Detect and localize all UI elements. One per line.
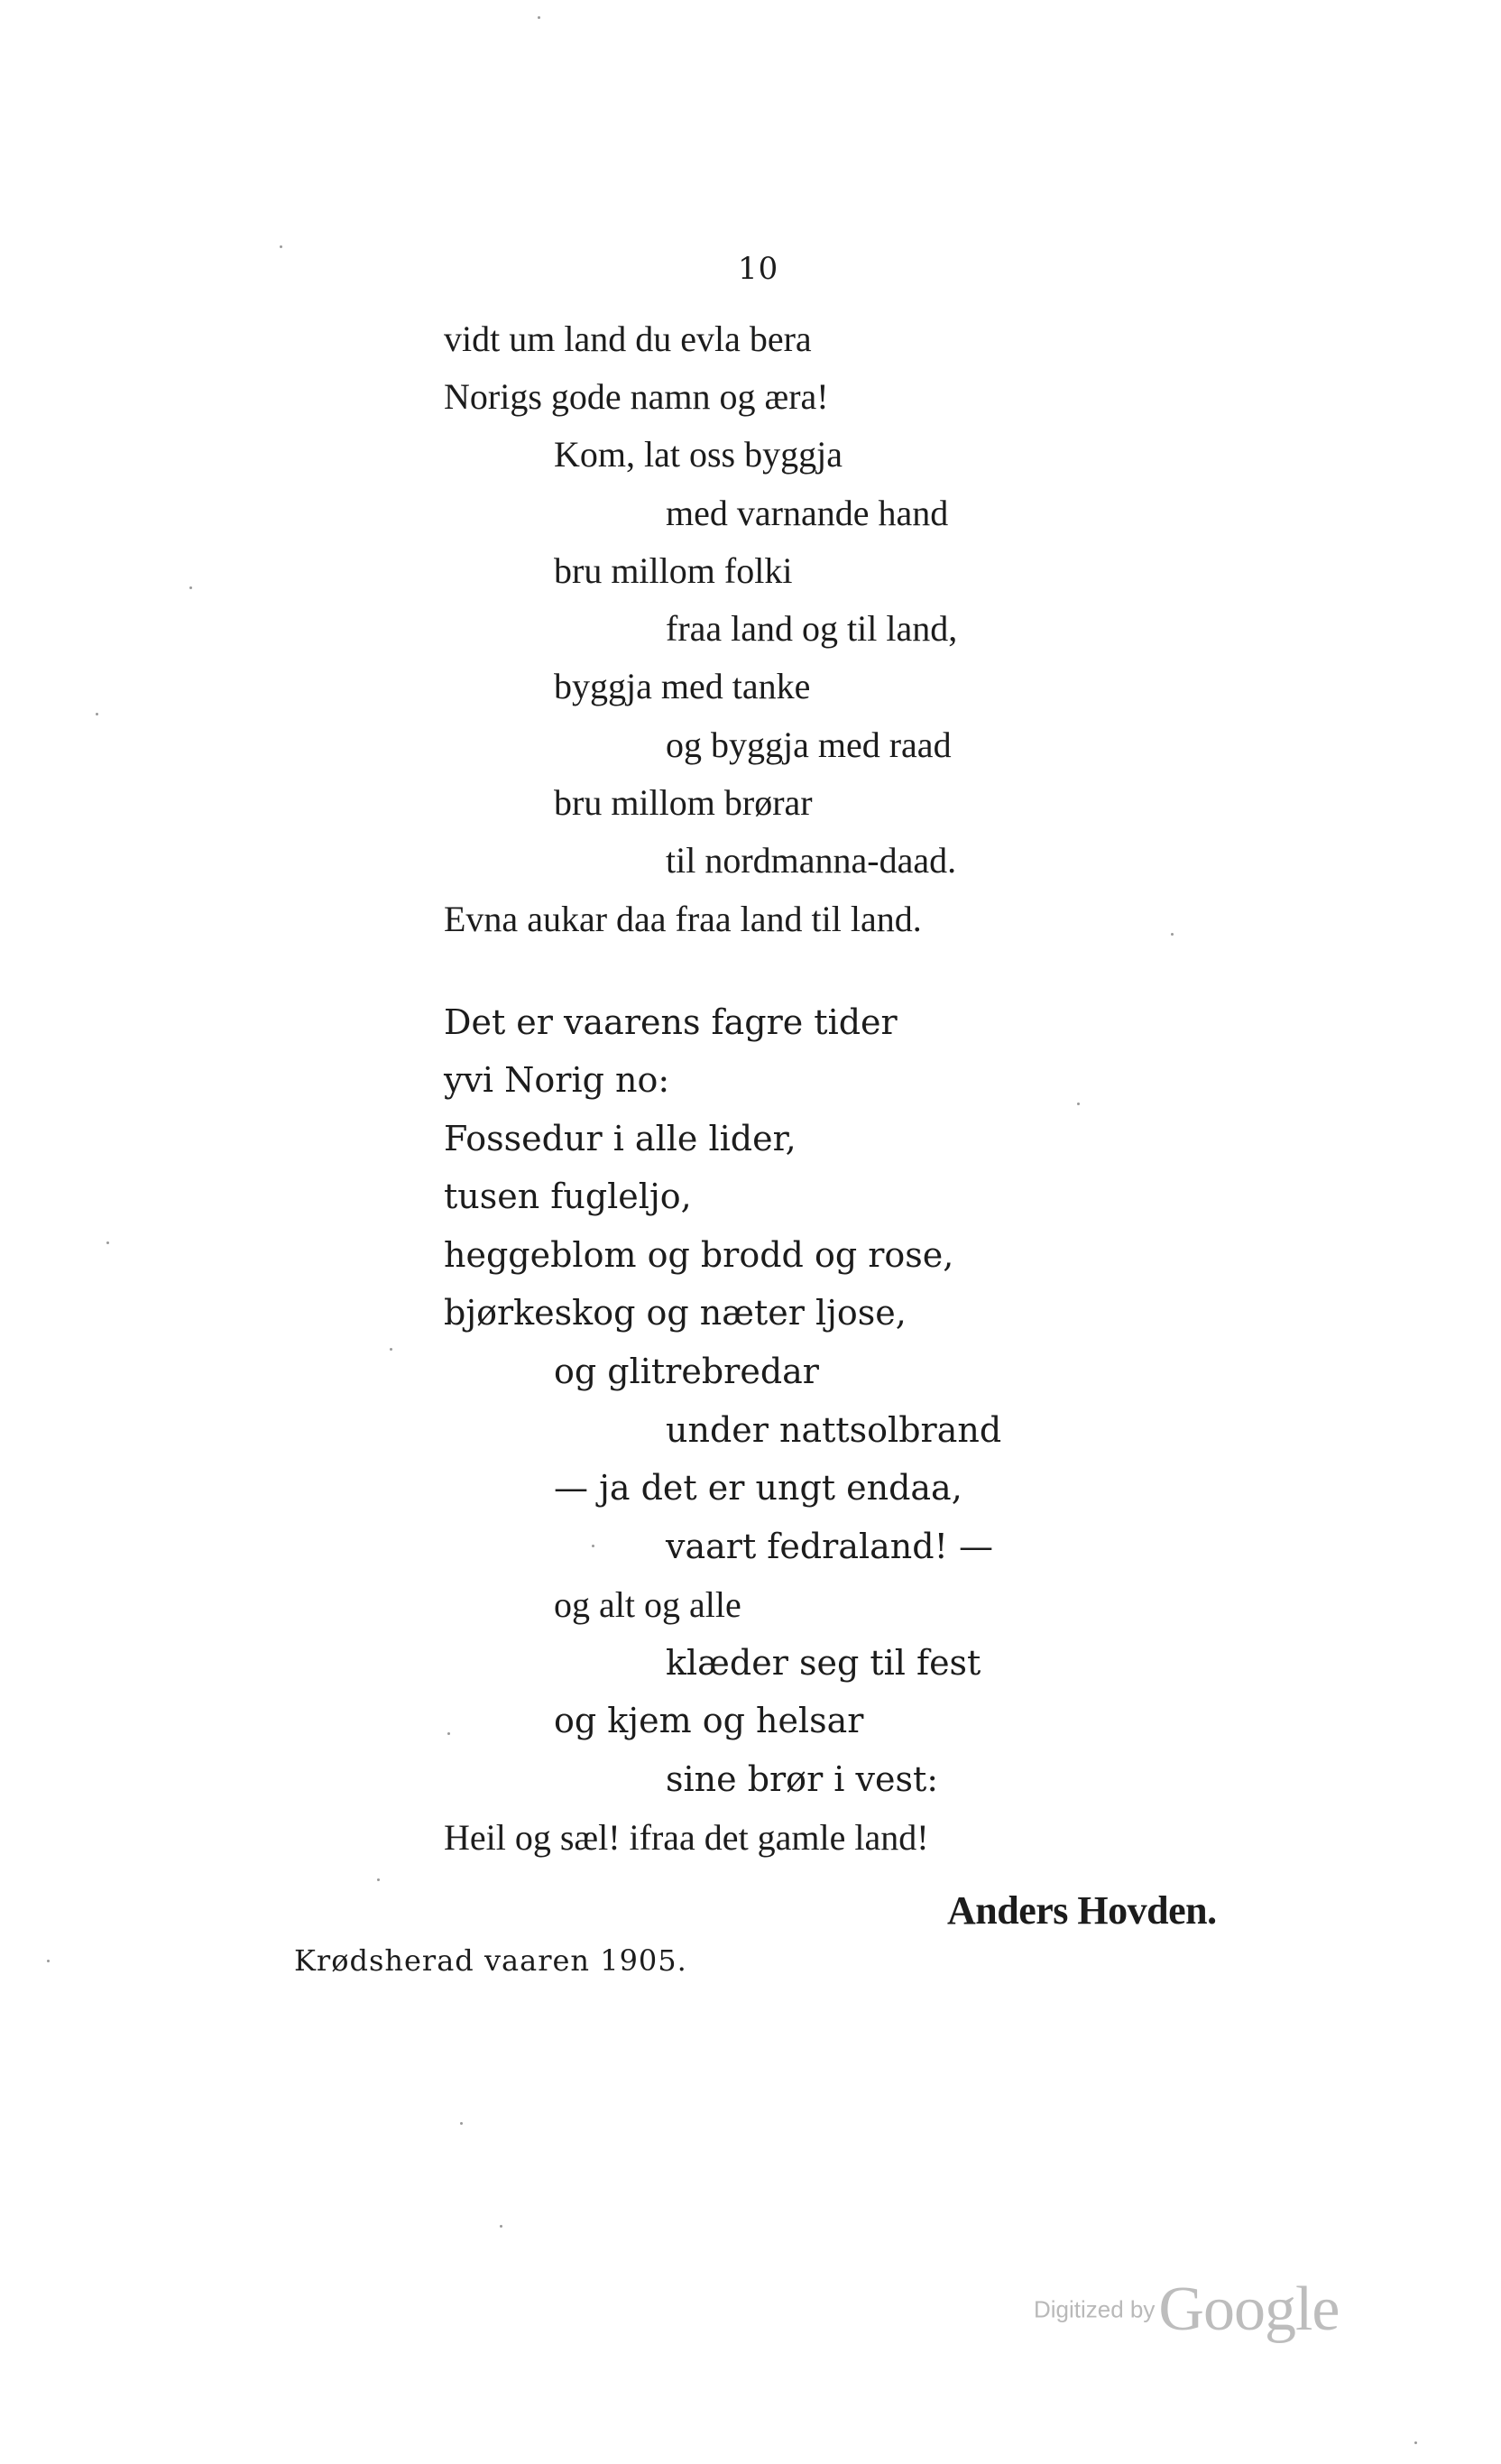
poem-line: og glitrebredar [554,1352,819,1391]
scan-speck [106,1241,109,1244]
scan-speck [1171,933,1174,936]
poem-line: og alt og alle [554,1584,741,1625]
poem-line: yvi Norig no: [444,1060,670,1100]
page-number: 10 [738,251,779,287]
scan-speck [592,1545,594,1547]
poem-line: Evna aukar daa fraa land til land. [444,899,922,939]
scan-speck [500,2225,502,2228]
scan-speck [538,16,540,19]
poem-line: og byggja med raad [666,724,952,765]
scan-speck [189,586,192,589]
scan-speck [280,245,282,248]
poem-line: bru millom brørar [554,782,813,823]
poem-line: og kjem og helsar [554,1701,864,1740]
digitized-watermark [1034,2274,1339,2346]
poem-line: vaart fedraland! — [666,1527,993,1566]
poem-line: bru millom folki [554,550,793,591]
poem-line: Kom, lat oss byggja [554,434,843,475]
poem-line: sine brør i vest: [666,1759,939,1799]
watermark-prefix: Digitized by [1034,2295,1156,2323]
poem-line: under nattsolbrand [666,1410,1002,1450]
poem-line: Det er vaarens fagre tider [444,1002,898,1042]
author-signature: Anders Hovden. [947,1888,1217,1933]
scan-speck [460,2122,463,2125]
scan-speck [1077,1103,1080,1105]
scan-speck [47,1960,50,1962]
poem-line: Fossedur i alle lider, [444,1119,797,1158]
poem-line: byggja med tanke [554,666,811,706]
poem-line: fraa land og til land, [666,608,958,649]
poem-line: Heil og sæl! ifraa det gamle land! [444,1817,929,1858]
scan-speck [447,1732,450,1735]
scan-speck [96,713,98,715]
poem-line: vidt um land du evla bera [444,318,812,359]
scan-speck [1414,2441,1417,2444]
poem-line: heggeblom og brodd og rose, [444,1235,954,1275]
place-date: Krødsherad vaaren 1905. [294,1943,687,1978]
poem-line: — ja det er ungt endaa, [554,1468,962,1508]
scan-speck [377,1878,380,1881]
google-logo: Google [1158,2275,1340,2344]
poem-line: bjørkeskog og næter ljose, [444,1293,907,1333]
poem-line: tusen fugleljo, [444,1177,692,1216]
scan-speck [390,1348,392,1351]
poem-line: til nordmanna-daad. [666,840,957,881]
poem-line: med varnande hand [666,493,949,533]
poem-line: Norigs gode namn og æra! [444,376,829,417]
poem-line: klæder seg til fest [666,1643,981,1683]
